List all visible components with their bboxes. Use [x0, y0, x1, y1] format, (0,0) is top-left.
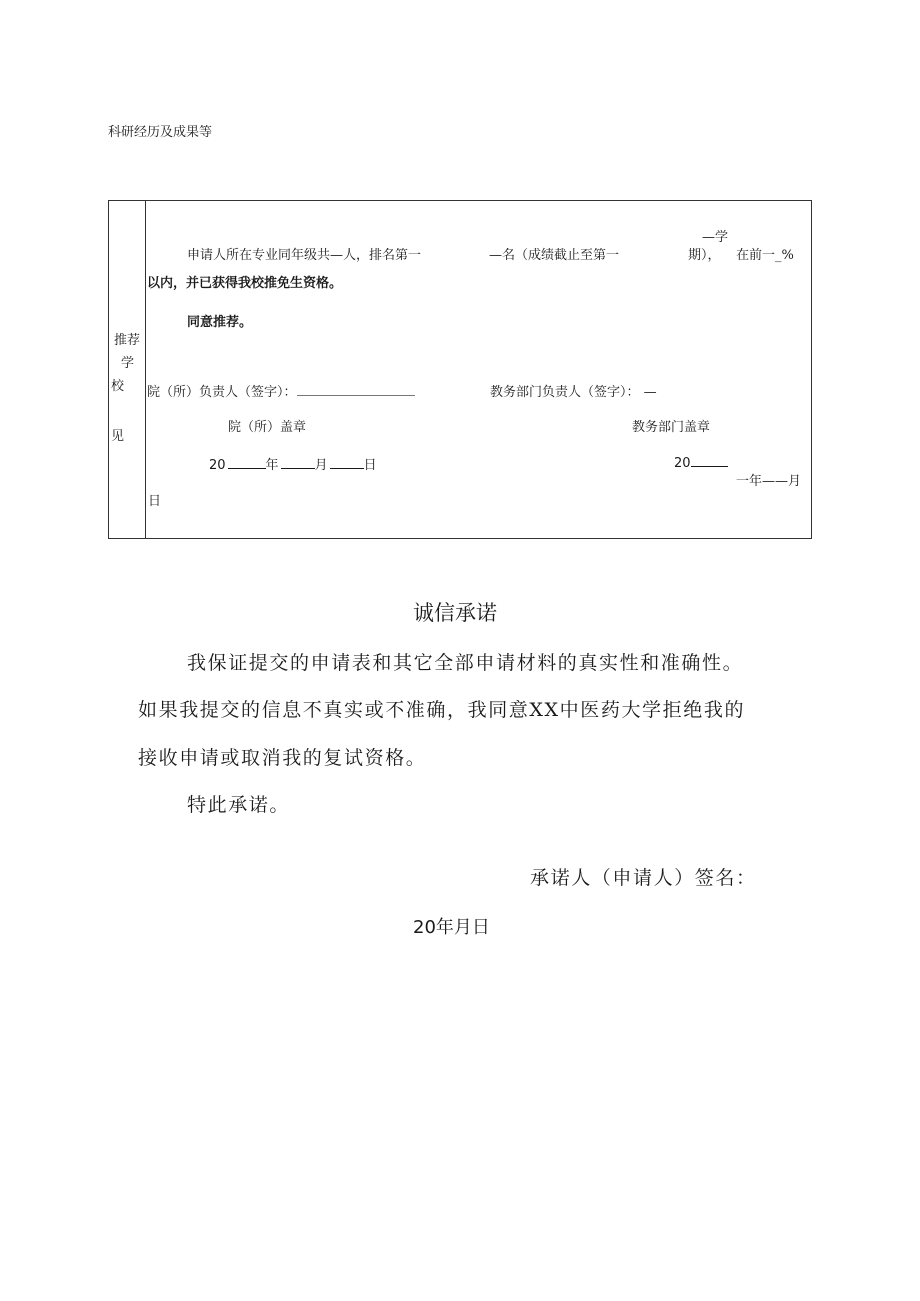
college-signer-label	[147, 381, 415, 400]
side-label-2: 学	[121, 356, 135, 371]
pledge-date: 20年月日	[413, 917, 490, 938]
side-label-3: 校	[111, 379, 125, 394]
pledge-title: 诚信承诺	[413, 601, 497, 625]
academic-signer-text: 教务部门负责人（签字）：	[490, 385, 640, 400]
academic-date-prefix-group	[674, 452, 728, 471]
term-bottom: 期），	[688, 248, 721, 263]
agree-text: 同意推荐。	[187, 315, 253, 330]
college-signer-text: 院（所）负责人（签字）：	[147, 385, 297, 400]
pledge-line-3: 接收申请或取消我的复试资格。	[138, 747, 427, 769]
pledge-line-4: 特此承诺。	[187, 794, 291, 816]
side-label-1: 推荐	[114, 333, 141, 348]
college-date	[209, 454, 377, 473]
academic-seal: 教务部门盖章	[632, 420, 711, 435]
academic-signature-line[interactable]: —	[643, 385, 657, 400]
college-date-month-blank[interactable]	[281, 454, 315, 469]
college-date-day-blank[interactable]	[330, 454, 364, 469]
rank-prefix: 申请人所在专业同年级共—人，排名第一	[187, 248, 422, 263]
top-percent: 在前一_%	[736, 248, 794, 263]
academic-date-rest: 一年——月	[736, 474, 802, 489]
pledge-line-2: 如果我提交的信息不真实或不准确，我同意XX中医药大学拒绝我的	[138, 699, 746, 721]
academic-signer-label	[490, 381, 657, 400]
college-seal: 院（所）盖章	[228, 420, 307, 435]
academic-date-year-blank[interactable]	[691, 452, 728, 467]
table-column-divider	[145, 200, 146, 539]
academic-date-prefix: 20	[674, 456, 691, 471]
side-label-4: 见	[111, 429, 125, 444]
qualification-text: 以内，并已获得我校推免生资格。	[147, 276, 343, 291]
pledge-line-1: 我保证提交的申请表和其它全部申请材料的真实性和准确性。	[187, 652, 744, 674]
section-label: 科研经历及成果等	[108, 125, 213, 140]
term-top: —学	[702, 230, 729, 245]
college-signature-line[interactable]	[297, 383, 415, 396]
college-date-day: 日	[363, 458, 377, 473]
rank-middle: —名（成绩截止至第一	[489, 248, 620, 263]
academic-date-day: 日	[148, 494, 162, 509]
college-date-year: 年	[265, 458, 279, 473]
college-date-prefix: 20	[209, 458, 226, 473]
signature-label: 承诺人（申请人）签名：	[530, 867, 757, 889]
college-date-month: 月	[314, 458, 328, 473]
college-date-year-blank[interactable]	[228, 454, 266, 469]
